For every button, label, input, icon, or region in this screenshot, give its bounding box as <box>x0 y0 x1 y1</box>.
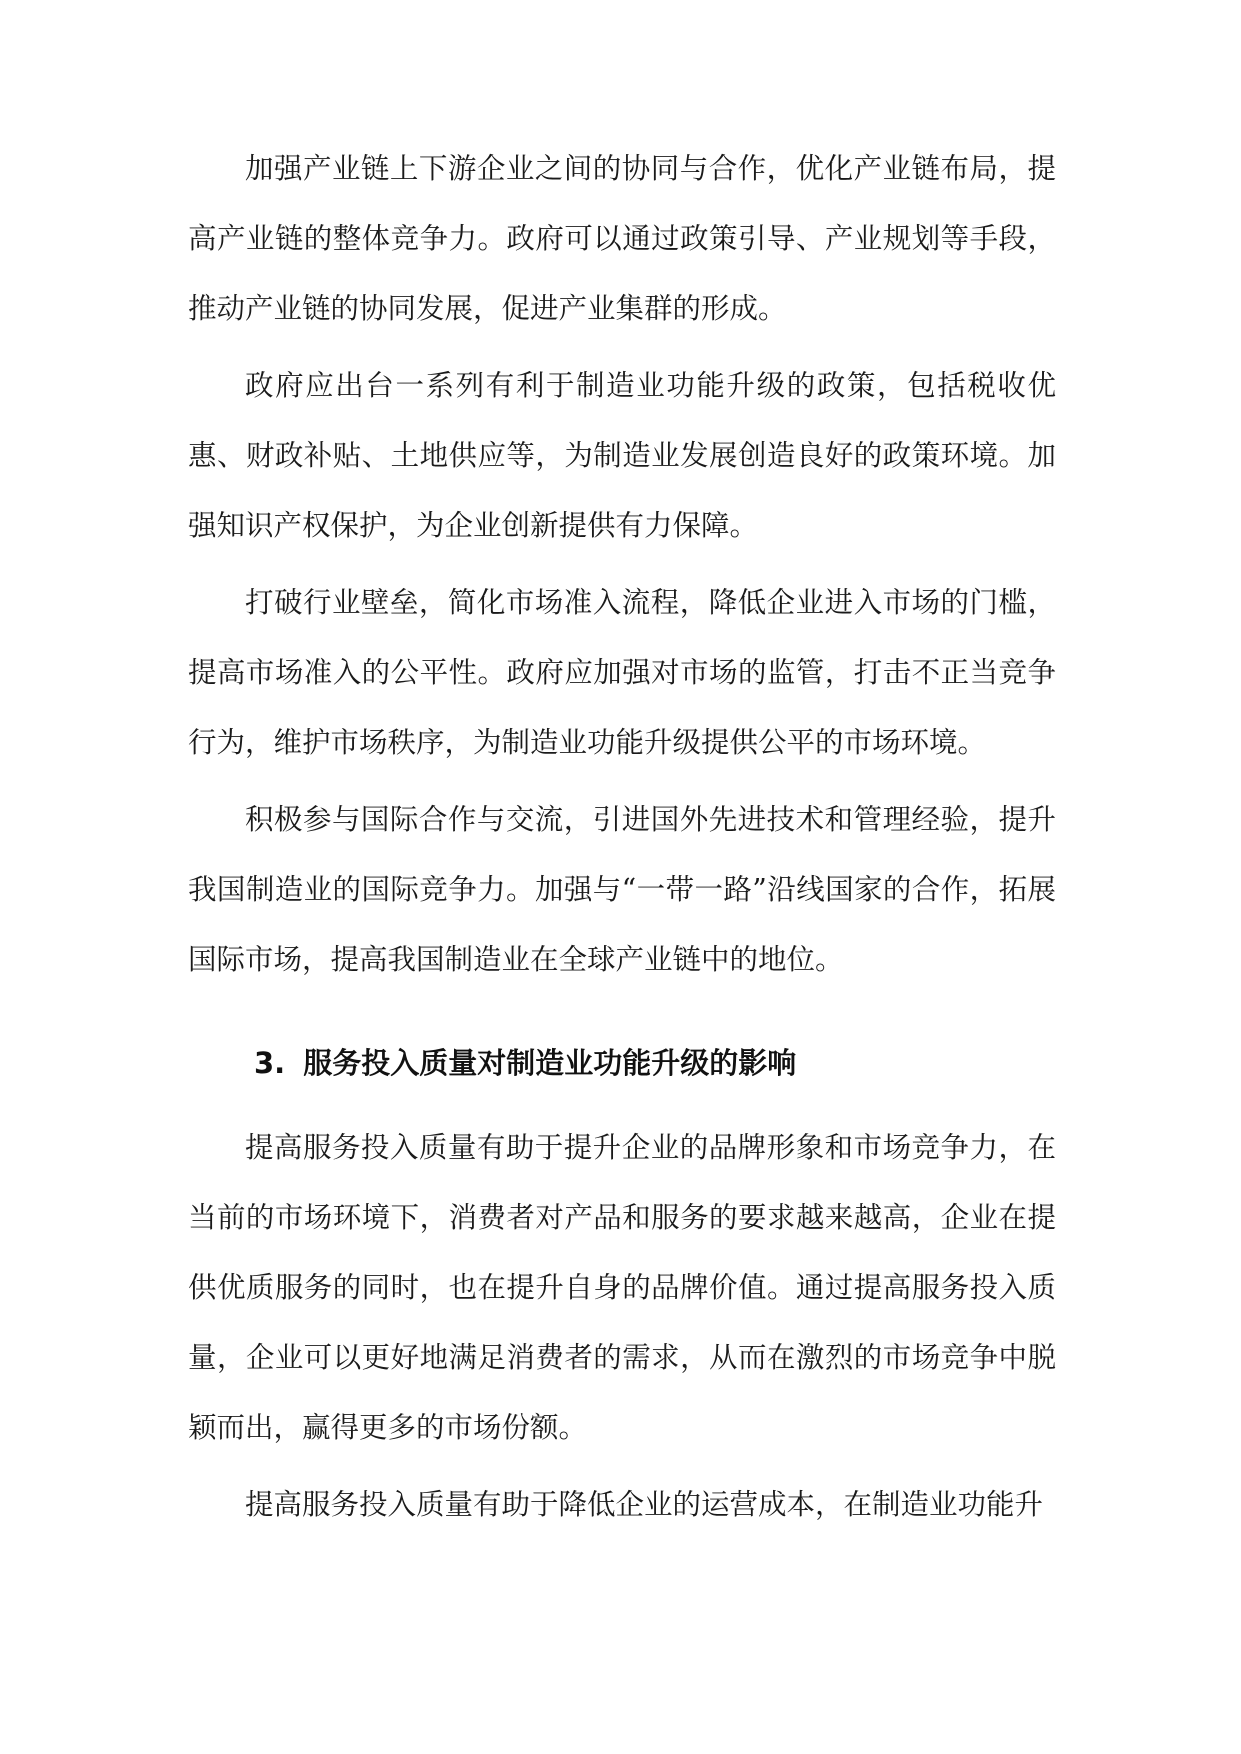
paragraph-policy-support: 政府应出台一系列有利于制造业功能升级的政策，包括税收优惠、财政补贴、土地供应等，为制造业发展创造良好的政策环境。加强知识产权保护，为企业创新提供有力保障。 <box>188 369 1056 542</box>
document-body <box>188 134 1056 1547</box>
section-heading <box>188 1033 1056 1093</box>
paragraph-international-cooperation: 积极参与国际合作与交流，引进国外先进技术和管理经验，提升我国制造业的国际竞争力。加强与“一带一路”沿线国家的合作，拓展国际市场，提高我国制造业在全球产业链中的地位。 <box>188 803 1056 976</box>
paragraph-operating-cost: 提高服务投入质量有助于降低企业的运营成本，在制造业功能升 <box>245 1488 1044 1521</box>
paragraph-brand-image: 提高服务投入质量有助于提升企业的品牌形象和市场竞争力，在当前的市场环境下，消费者对产品和服务的要求越来越高，企业在提供优质服务的同时，也在提升自身的品牌价值。通过提高服务投入质量，企业可以更好地满足消费者的需求，从而在激烈的市场竞争中脱颖而出，赢得更多的市场份额。 <box>188 1131 1056 1444</box>
section-number: 3. <box>254 1046 286 1080</box>
paragraph-industry-chain: 加强产业链上下游企业之间的协同与合作，优化产业链布局，提高产业链的整体竞争力。政府可以通过政策引导、产业规划等手段，推动产业链的协同发展，促进产业集群的形成。 <box>188 152 1056 325</box>
paragraph-market-access: 打破行业壁垒，简化市场准入流程，降低企业进入市场的门槛，提高市场准入的公平性。政府应加强对市场的监管，打击不正当竞争行为，维护市场秩序，为制造业功能升级提供公平的市场环境。 <box>188 586 1056 759</box>
section-title: 服务投入质量对制造业功能升级的影响 <box>303 1046 797 1080</box>
